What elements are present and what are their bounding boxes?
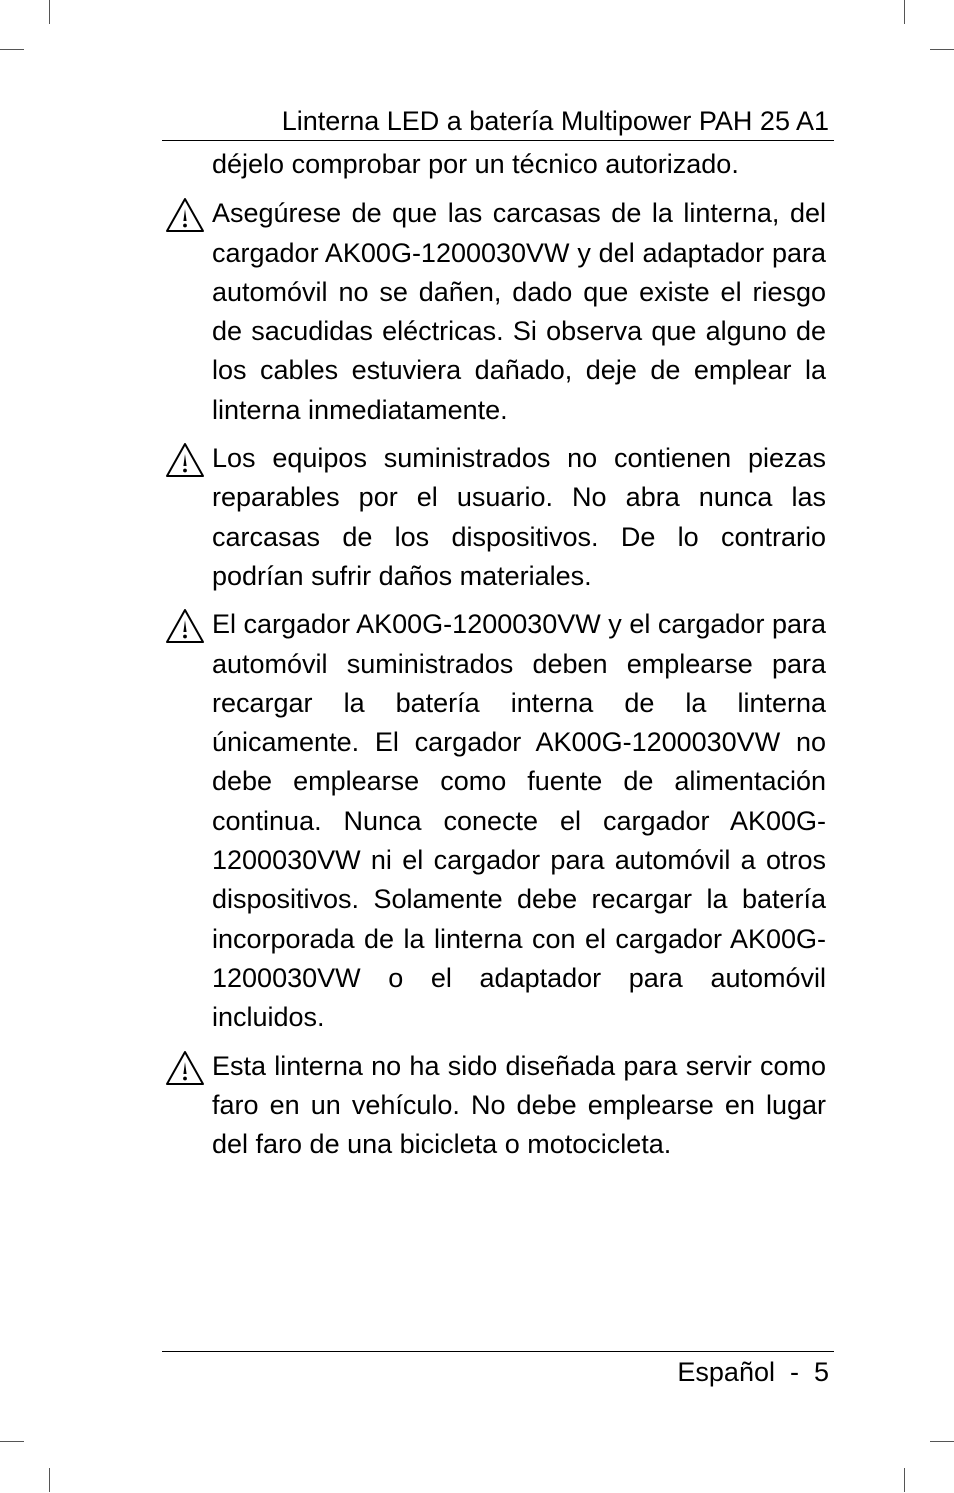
- warning-text: Asegúrese de que las carcasas de la linterna, del cargador AK00G-1200030VW y del adaptador para automóvil no se dañen, dado que existe el riesgo de sacudidas eléctricas. Si observa que alguno de los cables estuviera dañado, deje de emplear la linterna inmediatamente.: [212, 198, 826, 425]
- crop-mark-top-right-h: [930, 49, 954, 50]
- warning-item: [212, 1047, 826, 1165]
- header-rule: [162, 140, 834, 141]
- warning-triangle-icon: [165, 197, 205, 233]
- warning-triangle-icon: [165, 608, 205, 644]
- warning-text: El cargador AK00G-1200030VW y el cargador para automóvil suministrados deben emplearse para recargar la batería interna de la linterna únicamente. El cargador AK00G-1200030VW no debe emplearse como fuente de alimentación continua. Nunca conecte el cargador AK00G-1200030VW ni el cargador para automóvil a otros dispositivos. Solamente debe recargar la batería incorporada de la linterna con el cargador AK00G-1200030VW o el adaptador para automóvil incluidos.: [212, 609, 826, 1033]
- crop-mark-bottom-right: [904, 1468, 905, 1492]
- crop-mark-bottom-left-h: [0, 1441, 24, 1442]
- footer-rule: [162, 1351, 834, 1352]
- warning-triangle-icon: [165, 442, 205, 478]
- warning-text: Los equipos suministrados no contienen piezas reparables por el usuario. No abra nunca las carcasas de los dispositivos. De lo contrario podrían sufrir daños materiales.: [212, 443, 826, 591]
- intro-paragraph: déjelo comprobar por un técnico autorizado.: [212, 149, 739, 179]
- crop-mark-top-left-h: [0, 49, 24, 50]
- page-header-title: Linterna LED a batería Multipower PAH 25 A1: [281, 106, 829, 136]
- crop-mark-top-left: [49, 0, 50, 24]
- crop-mark-bottom-right-h: [930, 1441, 954, 1442]
- warning-item: [212, 605, 826, 1037]
- page-footer-label: Español - 5: [677, 1357, 829, 1387]
- warning-text: Esta linterna no ha sido diseñada para servir como faro en un vehículo. No debe emplearse en lugar del faro de una bicicleta o motocicleta.: [212, 1050, 826, 1160]
- crop-mark-bottom-left: [49, 1468, 50, 1492]
- crop-mark-top-right: [904, 0, 905, 24]
- warning-item: [212, 439, 826, 596]
- warning-triangle-icon: [165, 1050, 205, 1086]
- warning-item: [212, 194, 826, 430]
- page-content: [212, 145, 826, 1173]
